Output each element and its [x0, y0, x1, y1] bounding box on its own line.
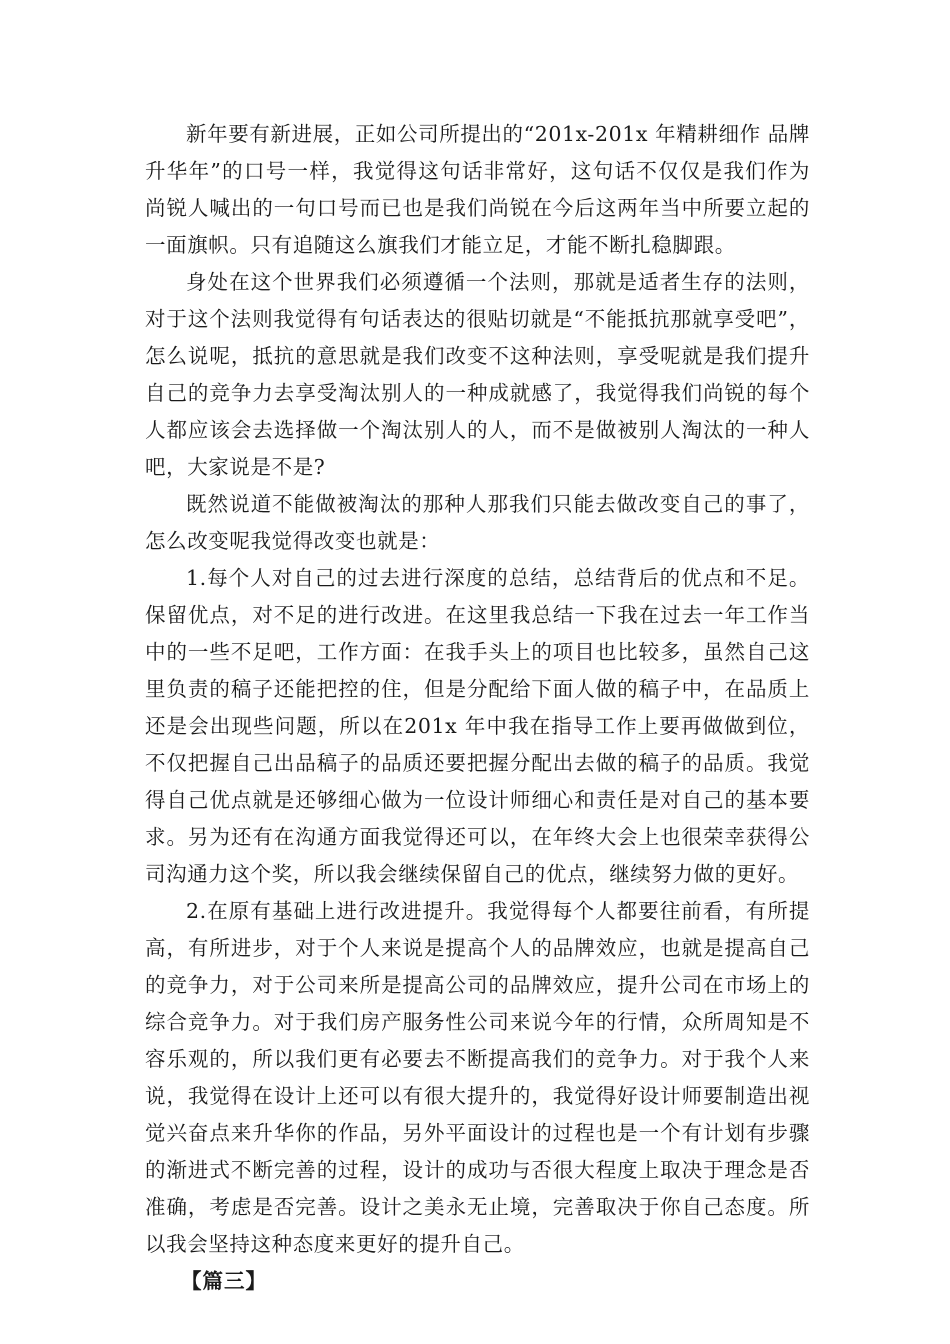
paragraph-point-2: 2.在原有基础上进行改进提升。我觉得每个人都要往前看，有所提高，有所进步，对于个人来说是提高个人的品牌效应，也就是提高自己的竞争力，对于公司来所是提高公司的品牌效应，提升公司在市场上的综合竞争力。对于我们房产服务性公司来说今年的行情，众所周知是不容乐观的，所以我们更有必要去不断提高我们的竞争力。对于我个人来说，我觉得在设计上还可以有很大提升的，我觉得好设计师要制造出视觉兴奋点来升华你的作品，另外平面设计的过程也是一个有计划有步骤的渐进式不断完善的过程，设计的成功与否很大程度上取决于理念是否准确，考虑是否完善。设计之美永无止境，完善取决于你自己态度。所以我会坚持这种态度来更好的提升自己。: [145, 899, 810, 1256]
paragraph-survival-rule: 身处在这个世界我们必须遵循一个法则，那就是适者生存的法则，对于这个法则我觉得有句话表达的很贴切就是“不能抵抗那就享受吧”，怎么说呢，抵抗的意思就是我们改变不这种法则，享受呢就是我们提升自己的竞争力去享受淘汰别人的一种成就感了，我觉得我们尚锐的每个人都应该会去选择做一个淘汰别人的人，而不是做被别人淘汰的一种人吧，大家说是不是?: [145, 270, 810, 479]
paragraph-change-intro: 既然说道不能做被淘汰的那种人那我们只能去做改变自己的事了，怎么改变呢我觉得改变也就是：: [145, 492, 810, 553]
paragraph-intro: 新年要有新进展，正如公司所提出的“201x-201x 年精耕细作 品牌升华年”的口号一样，我觉得这句话非常好，这句话不仅仅是我们作为尚锐人喊出的一句口号而已也是我们尚锐在今后这两年当中所要立起的一面旗帜。只有追随这么旗我们才能立足，才能不断扎稳脚跟。: [145, 122, 810, 257]
document-page: [145, 116, 810, 1300]
paragraph-point-1: 1.每个人对自己的过去进行深度的总结，总结背后的优点和不足。保留优点，对不足的进行改进。在这里我总结一下我在过去一年工作当中的一些不足吧，工作方面：在我手头上的项目也比较多，虽然自己这里负责的稿子还能把控的住，但是分配给下面人做的稿子中，在品质上还是会出现些问题，所以在201x 年中我在指导工作上要再做做到位，不仅把握自己出品稿子的品质还要把握分配出去做的稿子的品质。我觉得自己优点就是还够细心做为一位设计师细心和责任是对自己的基本要求。另为还有在沟通方面我觉得还可以，在年终大会上也很荣幸获得公司沟通力这个奖，所以我会继续保留自己的优点，继续努力做的更好。: [145, 566, 810, 886]
section-heading: 【篇三】: [181, 1269, 267, 1293]
